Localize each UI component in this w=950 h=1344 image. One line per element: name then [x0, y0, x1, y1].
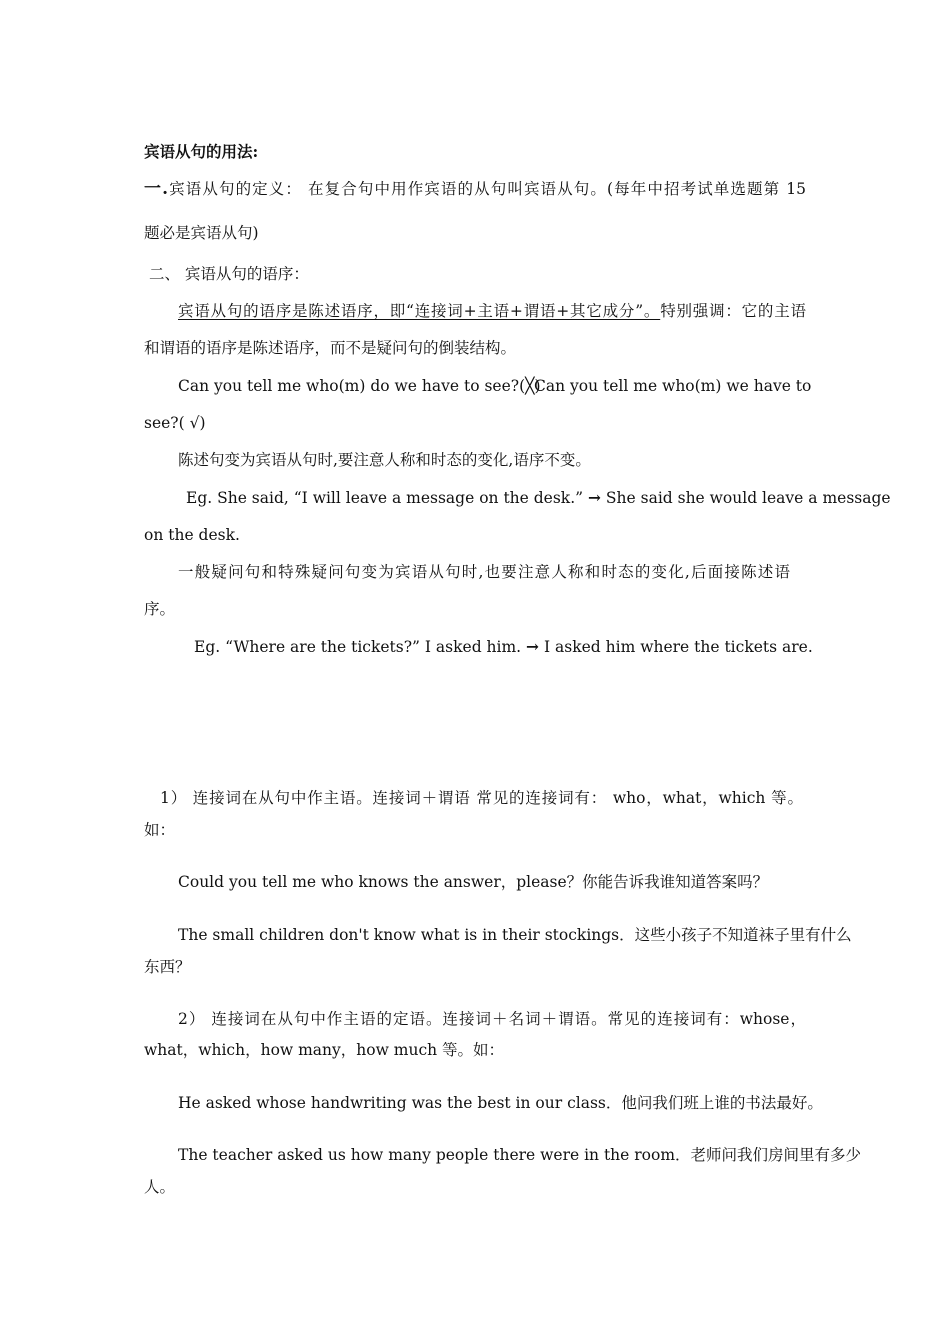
section-2-title: 二、 宾语从句的语序： — [149, 265, 309, 283]
point-1-example-2-line-1: The small children don't know what is in their stockings．这些小孩子不知道袜子里有什么 — [178, 926, 852, 944]
section-1-number: 一. — [144, 179, 169, 199]
section-1-text: 宾语从句的定义： 在复合句中用作宾语的从句叫宾语从句。(每年中招考试单选题第 15 — [168, 180, 806, 198]
example-right-order: Can you tell me who(m) we have to — [534, 377, 812, 395]
question-example-direct: Eg. “Where are the tickets?” I asked him. — [194, 638, 522, 656]
statement-example-line-1 — [186, 488, 891, 508]
point-1-example-1: Could you tell me who knows the answer，please？你能告诉我谁知道答案吗？ — [178, 873, 769, 891]
arrow-icon: → — [587, 488, 601, 507]
word-order-rule-underlined: 宾语从句的语序是陈述语序，即“连接词+主语+谓语+其它成分”。 — [178, 302, 661, 320]
point-2-line-1: 2） 连接词在从句中作主语的定语。连接词＋名词＋谓语。常见的连接词有：whose， — [178, 1010, 806, 1028]
point-2-example-2-line-1: The teacher asked us how many people there were in the room．老师问我们房间里有多少 — [178, 1146, 862, 1164]
question-example — [194, 637, 813, 657]
question-note-line-2: 序。 — [144, 600, 176, 618]
question-example-reported: I asked him where the tickets are. — [543, 638, 813, 656]
point-1-line-2: 如： — [144, 821, 176, 839]
statement-note: 陈述句变为宾语从句时,要注意人称和时态的变化,语序不变。 — [178, 451, 591, 469]
point-2-example-2-line-2: 人。 — [144, 1178, 176, 1196]
page-heading: 宾语从句的用法: — [144, 142, 259, 161]
question-note-line-1: 一般疑问句和特殊疑问句变为宾语从句时,也要注意人称和时态的变化,后面接陈述语 — [178, 563, 790, 581]
point-2-line-2: what，which，how many，how much 等。如： — [144, 1041, 505, 1059]
example-right-order-end: see?( √) — [144, 414, 206, 432]
section-1-line-1 — [144, 179, 806, 199]
statement-example-direct: Eg. She said, “I will leave a message on the desk.” — [186, 489, 584, 507]
statement-example-line-2: on the desk. — [144, 526, 240, 544]
section-1-line-2: 题必是宾语从句) — [144, 224, 259, 242]
word-order-rule-line-1 — [178, 301, 806, 321]
point-1-example-2-line-2: 东西？ — [144, 958, 191, 976]
word-order-rule-line-2: 和谓语的语序是陈述语序，而不是疑问句的倒装结构。 — [144, 339, 517, 357]
word-order-rule-note: 特别强调：它的主语 — [660, 302, 806, 320]
arrow-icon: → — [526, 637, 540, 656]
example-wrong-order: Can you tell me who(m) do we have to see?(╳) — [178, 377, 541, 395]
point-2-example-1: He asked whose handwriting was the best in our class．他问我们班上谁的书法最好。 — [178, 1094, 823, 1112]
statement-example-reported: She said she would leave a message — [605, 489, 891, 507]
point-1-line-1: 1） 连接词在从句中作主语。连接词＋谓语 常见的连接词有： who，what，which 等。 — [160, 789, 803, 807]
